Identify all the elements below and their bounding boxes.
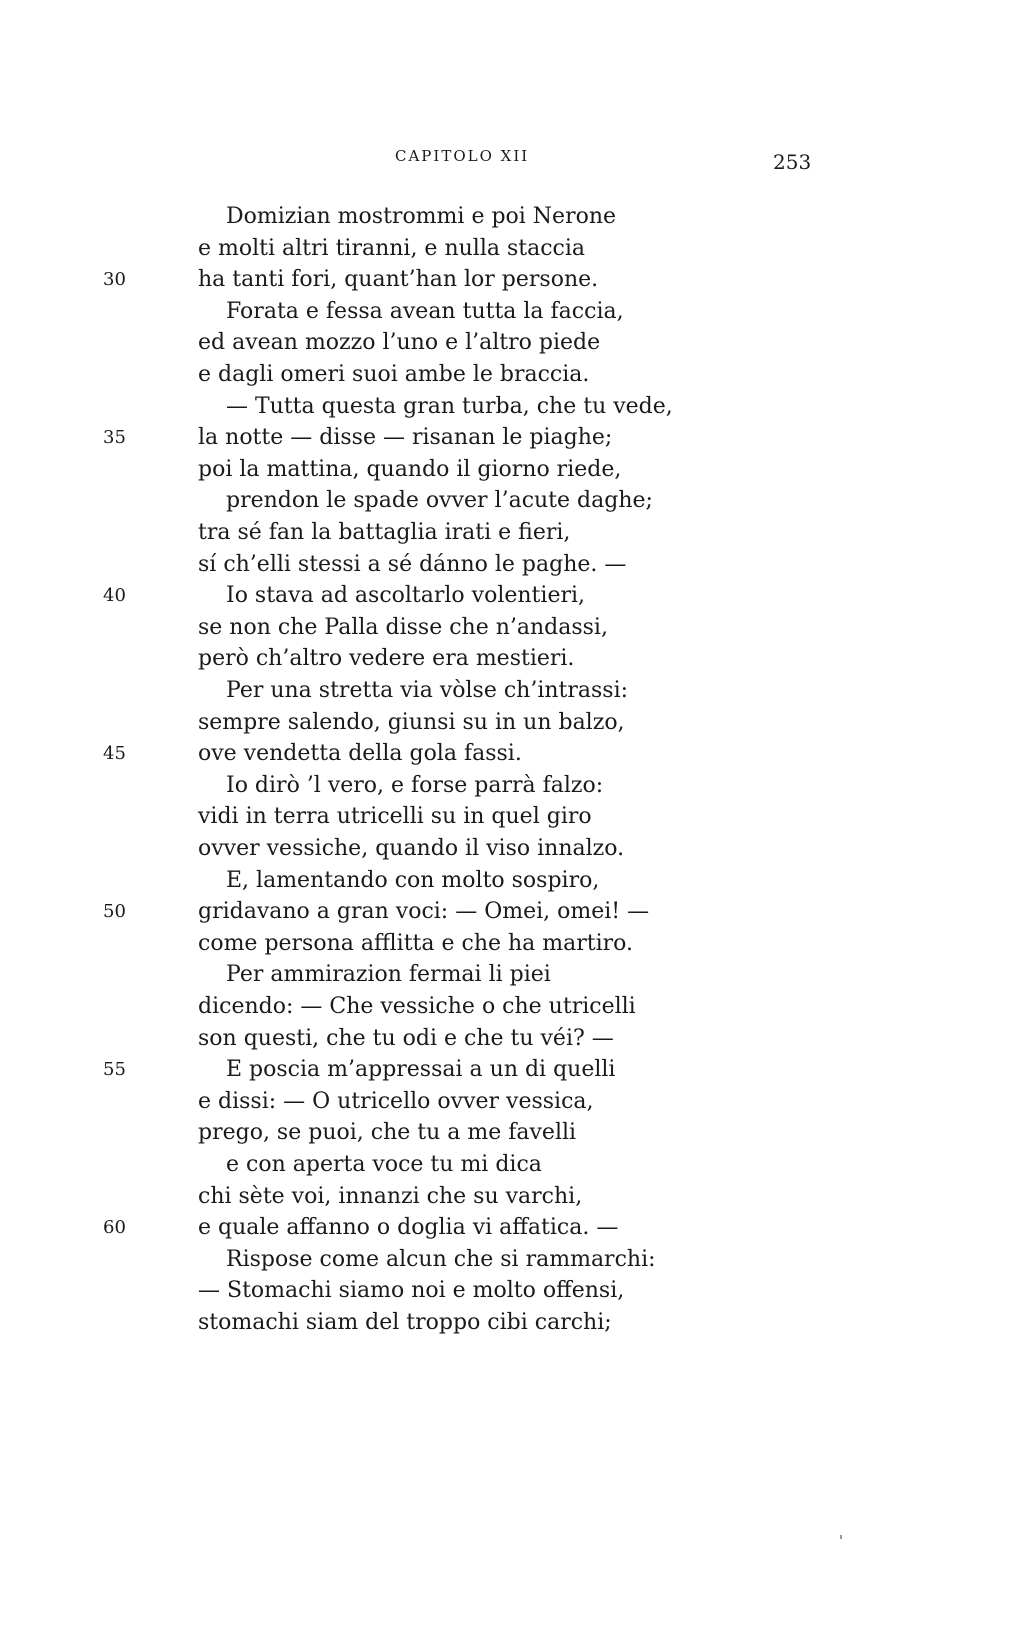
verse-text: e con aperta voce tu mi dica (226, 1152, 542, 1177)
verse-line (0, 737, 1017, 770)
verse-text: vidi in terra utricelli su in quel giro (198, 804, 592, 830)
verse-line (0, 453, 1017, 486)
verse-text: stomachi siam del troppo cibi carchi; (198, 1310, 612, 1335)
verse-text: Per ammirazion fermai li piei (226, 962, 551, 988)
verse-text: e dagli omeri suoi ambe le braccia. (198, 362, 590, 387)
verse-text: ed avean mozzo l’uno e l’altro piede (198, 330, 601, 356)
verse-text: poi la mattina, quando il giorno riede, (198, 456, 622, 482)
verse-text: Io stava ad ascoltarlo volentieri, (226, 583, 586, 609)
verse-text: la notte — disse — risanan le piaghe; (198, 425, 613, 451)
verse-text: prego, se puoi, che tu a me favelli (198, 1120, 577, 1146)
verse-text: Domizian mostrommi e poi Nerone (226, 204, 617, 229)
verse-text: Forata e fessa avean tutta la faccia, (226, 298, 624, 324)
line-number: 50 (103, 901, 126, 923)
verse-text: prendon le spade ovver l’acute daghe; (226, 488, 653, 514)
verse-text: chi sète voi, innanzi che su varchi, (198, 1183, 583, 1209)
verse-line (0, 421, 1017, 454)
verse-line (0, 642, 1017, 675)
verse-text: ove vendetta della gola fassi. (198, 741, 522, 767)
verse-line (0, 390, 1017, 423)
verse-line (0, 706, 1017, 739)
verse-line (0, 895, 1017, 928)
verse-line (0, 1116, 1017, 1149)
verse-line (0, 1306, 1017, 1339)
verse-text: ovver vessiche, quando il viso innalzo. (198, 836, 625, 861)
verse-text: son questi, che tu odi e che tu véi? — (198, 1025, 614, 1051)
verse-line (0, 579, 1017, 612)
verse-line (0, 927, 1017, 960)
verse-text: E poscia m’appressai a un di quelli (226, 1057, 616, 1083)
verse-text: e molti altri tiranni, e nulla staccia (198, 235, 586, 261)
verse-line (0, 1022, 1017, 1055)
verse-line (0, 990, 1017, 1023)
verse-text: — Tutta questa gran turba, che tu vede, (226, 393, 673, 419)
verse-text: Rispose come alcun che si rammarchi: (226, 1246, 656, 1272)
verse-text: e dissi: — O utricello ovver vessica, (198, 1088, 594, 1114)
verse-text: Per una stretta via vòlse ch’intrassi: (226, 678, 629, 703)
verse-line (0, 1243, 1017, 1276)
verse-text: tra sé fan la battaglia irati e fieri, (198, 520, 571, 545)
verse-line (0, 958, 1017, 991)
verse-line (0, 484, 1017, 517)
verse-line (0, 358, 1017, 391)
verse-line (0, 232, 1017, 265)
verse-text: gridavano a gran voci: — Omei, omei! — (198, 899, 650, 925)
running-head: CAPITOLO XII (395, 147, 530, 165)
verse-line (0, 769, 1017, 802)
verse-text: — Stomachi siamo noi e molto offensi, (198, 1278, 625, 1304)
verse-line (0, 200, 1017, 233)
verse-line (0, 263, 1017, 296)
verse-text: sí ch’elli stessi a sé dánno le paghe. — (198, 551, 627, 577)
verse-line (0, 1053, 1017, 1086)
verse-line (0, 1274, 1017, 1307)
verse-text: dicendo: — Che vessiche o che utricelli (198, 994, 636, 1019)
verse-line (0, 1085, 1017, 1118)
verse-line (0, 548, 1017, 581)
verse-line (0, 832, 1017, 865)
verse-text: e quale affanno o doglia vi affatica. — (198, 1215, 619, 1241)
verse-line (0, 611, 1017, 644)
verse-line (0, 800, 1017, 833)
verse-text: Io dirò ’l vero, e forse parrà falzo: (226, 772, 604, 798)
verse-line (0, 516, 1017, 549)
verse-text: come persona afflitta e che ha martiro. (198, 930, 634, 956)
verse-line (0, 674, 1017, 707)
verse-line (0, 295, 1017, 328)
verse-text: E, lamentando con molto sospiro, (226, 867, 600, 893)
line-number: 45 (103, 743, 126, 765)
verse-line (0, 1211, 1017, 1244)
paper-speck (840, 1535, 842, 1539)
verse-line (0, 1180, 1017, 1213)
line-number: 40 (103, 585, 126, 607)
page-number: 253 (773, 150, 812, 174)
verse-text: ha tanti fori, quant’han lor persone. (198, 267, 599, 293)
verse-text: però ch’altro vedere era mestieri. (198, 646, 575, 672)
verse-text: sempre salendo, giunsi su in un balzo, (198, 709, 625, 735)
verse-line (0, 1148, 1017, 1181)
line-number: 60 (103, 1217, 126, 1239)
line-number: 30 (103, 269, 126, 291)
verse-text: se non che Palla disse che n’andassi, (198, 614, 608, 640)
line-number: 35 (103, 427, 126, 449)
verse-line (0, 326, 1017, 359)
line-number: 55 (103, 1059, 126, 1081)
verse-line (0, 864, 1017, 897)
